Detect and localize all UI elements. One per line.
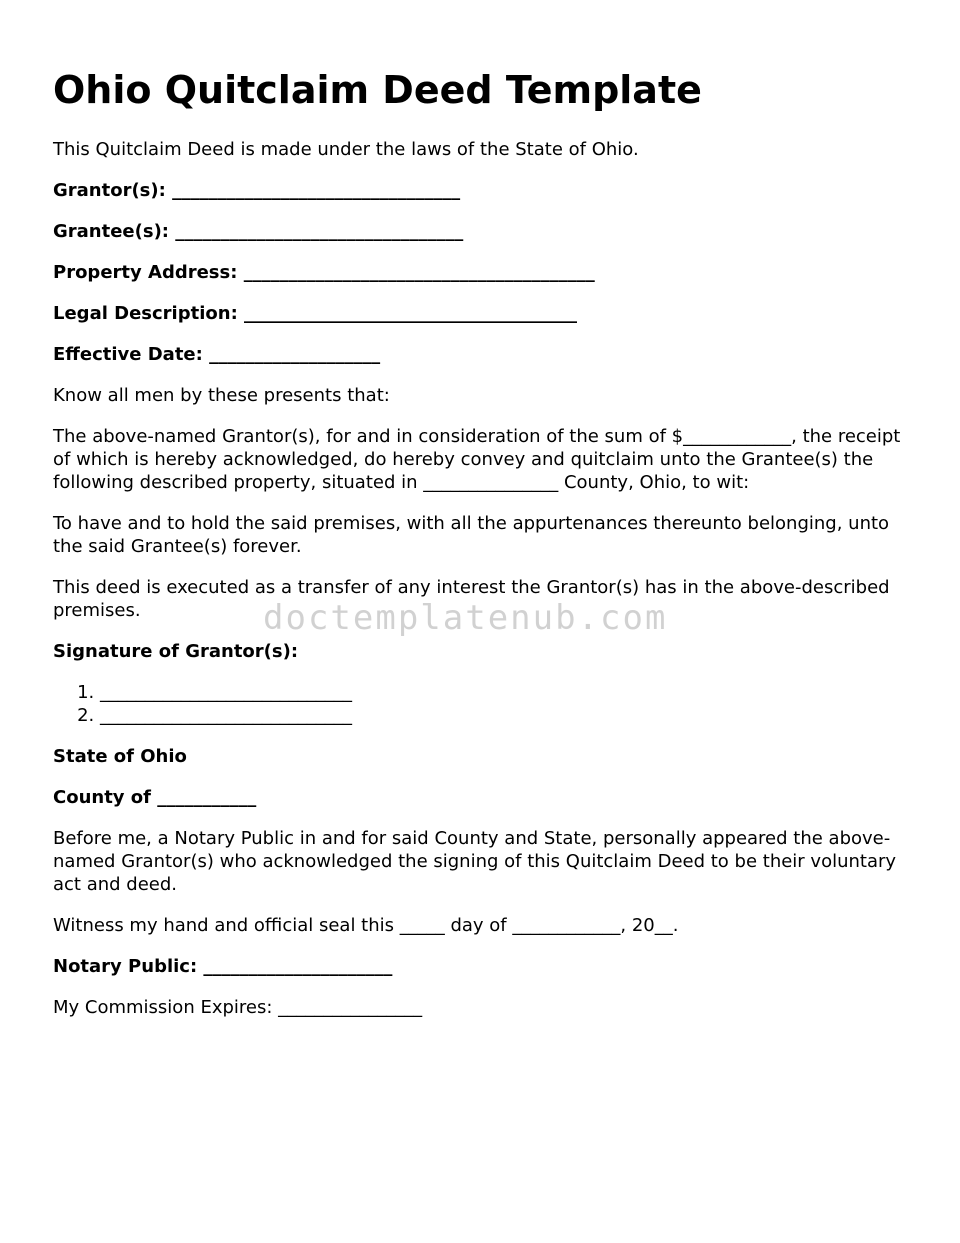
signature-heading: Signature of Grantor(s): xyxy=(53,641,299,662)
transfer-paragraph: This deed is executed as a transfer of any interest the Grantor(s) has in the above-described premises. xyxy=(53,577,890,621)
habendum-paragraph: To have and to hold the said premises, with all the appurtenances thereunto belonging, unto the said Grantee(s) forever. xyxy=(53,513,890,557)
signature-list xyxy=(53,681,913,727)
grantor-field: Grantor(s): ________________________________ xyxy=(53,180,461,201)
signature-line-1: 1. ____________________________ xyxy=(100,681,913,704)
notary-public-field: Notary Public: _____________________ xyxy=(53,956,393,977)
commission-expires-line: My Commission Expires: ________________ xyxy=(53,997,423,1018)
legal-description-field: Legal Description: _____________________________________ xyxy=(53,303,578,324)
grantee-field: Grantee(s): ________________________________ xyxy=(53,221,464,242)
property-address-field: Property Address: _______________________________________ xyxy=(53,262,595,283)
watermark-text: doctemplatenub.com xyxy=(263,598,668,638)
know-all-text: Know all men by these presents that: xyxy=(53,385,390,406)
consideration-paragraph: The above-named Grantor(s), for and in consideration of the sum of $____________, the receipt of which is hereby acknowledged, do hereby convey and quitclaim unto the Grantee(s) the following described property, situated in _______________ County, Ohio, to wit: xyxy=(53,426,901,493)
document-title: Ohio Quitclaim Deed Template xyxy=(53,68,702,112)
effective-date-field: Effective Date: ___________________ xyxy=(53,344,381,365)
signature-line-2: 2. ____________________________ xyxy=(100,704,913,727)
county-heading: County of ___________ xyxy=(53,787,257,808)
witness-line: Witness my hand and official seal this _____ day of ____________, 20__. xyxy=(53,915,679,936)
state-heading: State of Ohio xyxy=(53,746,187,767)
notary-paragraph: Before me, a Notary Public in and for said County and State, personally appeared the above-named Grantor(s) who acknowledged the signing of this Quitclaim Deed to be their voluntary act and deed. xyxy=(53,828,897,895)
intro-text: This Quitclaim Deed is made under the laws of the State of Ohio. xyxy=(53,139,639,160)
document-body xyxy=(53,62,913,1037)
